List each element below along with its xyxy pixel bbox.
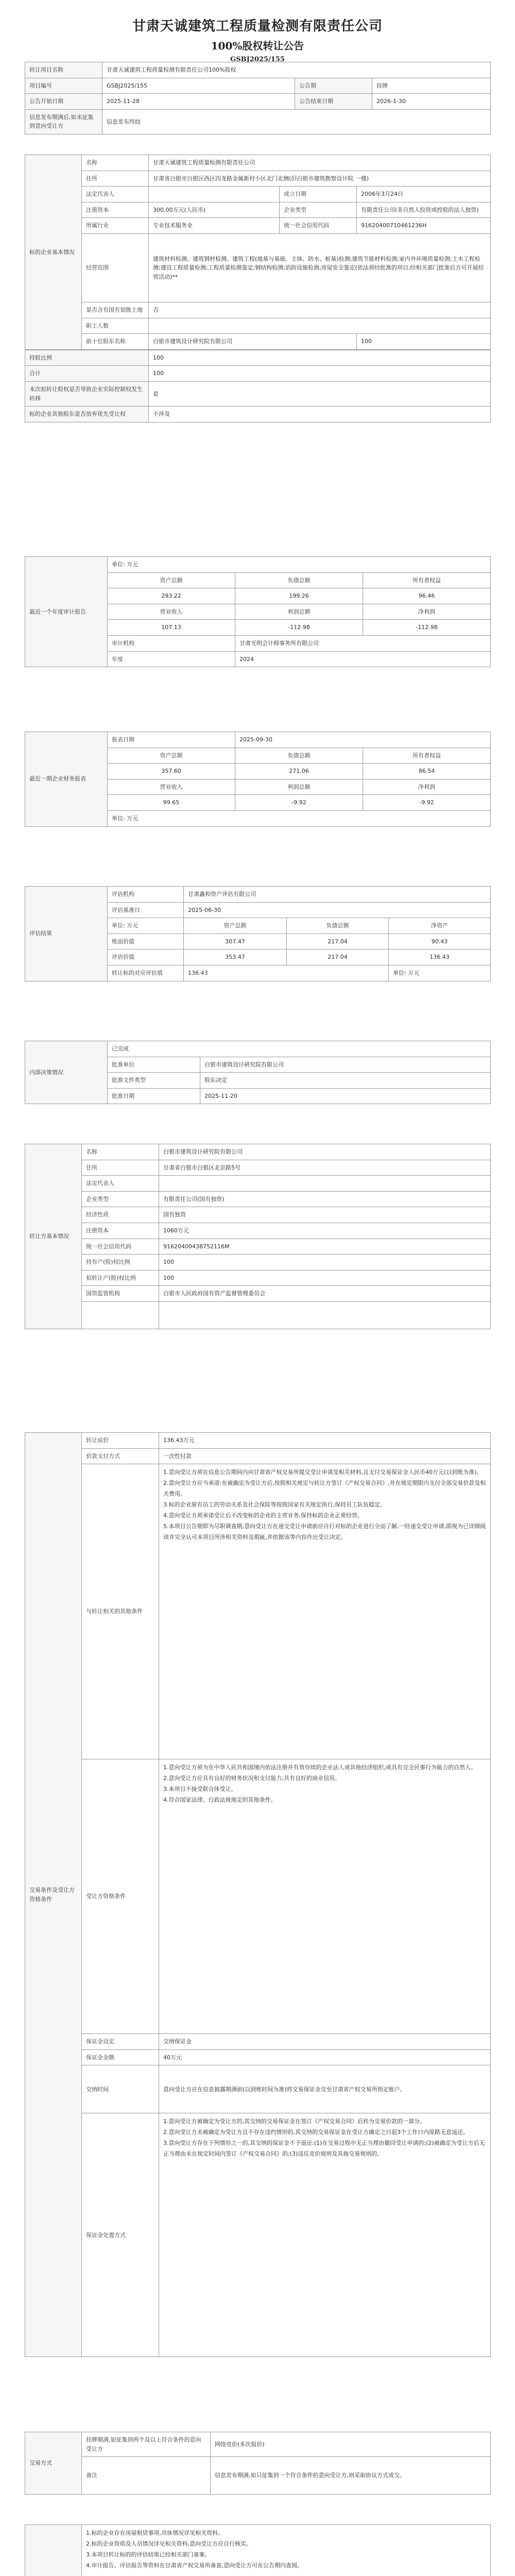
seller-block (0, 1144, 515, 1329)
recent-value-net: -9.92 (363, 795, 491, 811)
audit-year-value: 2024 (235, 651, 491, 667)
document-subtitle: 100%股权转让公告 (211, 40, 304, 52)
holders-header: 前十位股东名称 (82, 334, 149, 350)
approval-unit-label: 批准单位 (108, 1057, 200, 1073)
deposit-rule-text: 1.意向受让方被确定为受让方的,其交纳的交易保证金在签订《产权交易合同》后转为交易价款的一部分。 2.意向受让方未被确定为受让方且不存在违约情形的,其交纳的交易保证金在受让方确定之日起3个工作日内原路无息返还。 3.意向受让方存在下列情形之一的,其交纳的保证金不予退还:(1)在交易过程中无正当理由撤回受让申请的;(2)被确定为受让方后无正当理由未在规定时间内签订《产权交易合同》的;(3)违反竞价规则及其他交易规则的。 (163, 2118, 485, 2158)
valuation-eval-net: 136.43 (389, 950, 491, 965)
recent-col-net: 净利润 (363, 779, 491, 795)
recent-date-label: 报表日期 (108, 732, 235, 748)
recent-unit-note: 单位: 万元 (108, 810, 491, 826)
target-employee-value (149, 318, 491, 334)
audit-value-equity: 96.46 (363, 588, 491, 604)
transfer-conditions-label: 与转让相关的其他条件 (82, 1464, 159, 1759)
approval-unit-value: 白银市建筑设计研究院有限公司 (200, 1057, 491, 1073)
recent-value-profit: -9.92 (235, 795, 363, 811)
valuation-col-liabilities: 负债总额 (287, 918, 389, 934)
recent-value-liabilities: 271.06 (235, 764, 363, 779)
priority-value: 不涉及 (149, 406, 491, 422)
audit-value-profit: -112.98 (235, 620, 363, 636)
deposit-amount-label: 保证金金额 (82, 2049, 159, 2065)
holders-total-label: 合计 (25, 366, 149, 382)
priority-label: 标的企业其他股东是否放弃优先受让权 (25, 406, 149, 422)
other-table (25, 2524, 491, 2576)
valuation-date-value: 2025-06-30 (184, 902, 491, 918)
seller-table (25, 1144, 491, 1329)
seller-cap-value: 1060万元 (159, 1223, 491, 1239)
audit-value-net: -112.98 (363, 620, 491, 636)
transfer-price-label: 转让底价 (82, 1433, 159, 1449)
transfer-table (25, 1432, 491, 2357)
method-value: 网络竞价(多次报价) (211, 2432, 491, 2457)
target-land-value: 否 (149, 302, 491, 318)
transfer-conditions-text: 1.意向受让方须在信息公告期间内向甘肃省产权交易所提交受让申请及相关材料,且支付交易保证金人民币40万元(以到账为准)。 2.意向受让方应当承诺:在被确定为受让方后,按照相关规定与转让方签订《产权交易合同》,并在规定期限内支付全部交易价款及相关费用。 3.标的企业原有员工的劳动关系及社会保险等按照国家有关规定执行,保持员工队伍稳定。 4.意向受让方须承诺受让后不改变标的企业的主营业务,保持标的企业正常经营。 5.本项目公告期即为尽职调查期,意向受让方在递交受让申请前应自行对标的企业进行全面了解,一经递交受让申请,即视为已详细阅读并完全认可本项目所涉相关资料及瑕疵,并依据该等内容作出受让决定。 (163, 1469, 486, 1540)
method-note-label: 备注 (82, 2457, 211, 2495)
buyer-value (159, 1759, 491, 2034)
target-address-label: 住所 (82, 171, 149, 187)
approval-block (0, 1041, 515, 1104)
project-code-label: 项目编号 (25, 78, 102, 94)
valuation-book-net: 90.43 (389, 934, 491, 950)
recent-col-liabilities: 负债总额 (235, 748, 363, 764)
transfer-price-value: 136.43万元 (159, 1433, 491, 1449)
seller-credit-label: 统一社会信用代码 (82, 1239, 159, 1255)
approval-value: 已完成 (108, 1041, 491, 1057)
recent-col-equity: 所有者权益 (363, 748, 491, 764)
target-type-label: 企业类型 (280, 202, 357, 218)
target-established-value: 2006年3月24日 (357, 187, 491, 202)
audit-value-revenue: 107.13 (108, 620, 235, 636)
seller-type-label: 企业类型 (82, 1191, 159, 1207)
seller-nature-label: 经济性质 (82, 1207, 159, 1223)
approval-doc-label: 批准文件类型 (108, 1073, 200, 1089)
info-publish-label: 信息发布期满后,如未征集到意向受让方 (25, 109, 102, 134)
deposit-time-value: 意向受让方应在信息披露期满前(以到账时间为准)将交易保证金交至甘肃省产权交易所指定账户。 (159, 2065, 491, 2113)
holder-ratio: 100 (357, 334, 491, 350)
target-section-label: 标的企业基本情况 (25, 155, 82, 350)
audit-table (25, 556, 491, 667)
valuation-ratio-unit: 单位: 万元 (389, 965, 491, 981)
target-name-label: 名称 (82, 155, 149, 171)
buyer-label: 受让方资格条件 (82, 1759, 159, 2034)
holders-total-value: 100 (149, 366, 491, 382)
disclosure-label: 公告期 (295, 78, 372, 94)
seller-hold-label: 持有产(股)权比例 (82, 1255, 159, 1270)
audit-block (0, 556, 515, 667)
transfer-section-label: 交易条件及受让方资格条件 (25, 1433, 82, 2357)
transfer-payment-value: 一次性付款 (159, 1448, 491, 1464)
valuation-eval-label: 评估价值 (108, 950, 184, 965)
deposit-rule-value (159, 2113, 491, 2357)
approval-date-value: 2025-11-20 (200, 1088, 491, 1104)
recent-section-label: 最近一期企业财务报表 (25, 732, 108, 827)
target-rep-label: 法定代表人 (82, 187, 149, 202)
method-note-value: 信息发布期满,如只征集到一个符合条件的意向受让方,则采取协议方式成交。 (211, 2457, 491, 2495)
recent-value-revenue: 99.65 (108, 795, 235, 811)
seller-name-label: 名称 (82, 1144, 159, 1160)
target-industry-label: 所属行业 (82, 218, 149, 234)
holding-header: 持股比例 (25, 350, 149, 366)
recent-value-equity: 86.54 (363, 764, 491, 779)
start-date-label: 公告开始日期 (25, 94, 102, 110)
audit-firm-value: 甘肃光明会计师事务所有限公司 (235, 635, 491, 651)
valuation-firm-label: 评估机构 (108, 887, 184, 903)
audit-firm-label: 审计机构 (108, 635, 235, 651)
method-label: 挂牌期满,如征集到两个及以上符合条件的意向受让方 (82, 2432, 211, 2457)
recent-block (0, 732, 515, 827)
valuation-eval-assets: 353.47 (184, 950, 287, 965)
valuation-book-liabilities: 217.04 (287, 934, 389, 950)
target-type-value: 有限责任公司(非自然人投资或控股的法人独资) (357, 202, 491, 218)
audit-col-net: 净利润 (363, 604, 491, 620)
deposit-rule-label: 保证金处置方式 (82, 2113, 159, 2357)
transfer-block (0, 1432, 515, 2357)
document-title: 甘肃天诚建筑工程质量检测有限责任公司 (132, 19, 383, 34)
recent-value-assets: 357.60 (108, 764, 235, 779)
seller-credit-value: 91620400438752116M (159, 1239, 491, 1255)
info-publish-value: 信息发布终结 (102, 109, 491, 134)
target-capital-label: 注册资本 (82, 202, 149, 218)
target-capital-value: 300.00万元(人民币) (149, 202, 280, 218)
target-industry-value: 专业技术服务业 (149, 218, 280, 234)
valuation-block (0, 886, 515, 981)
seller-rep-label: 法定代表人 (82, 1176, 159, 1192)
audit-col-liabilities: 负债总额 (235, 572, 363, 588)
seller-plan-value: 100 (159, 1270, 491, 1286)
target-scope-value: 建筑材料检测、建筑钢材检测、建筑工程(地基与基础、主体、防水、桩基)检测;建筑节能材料检测;室内外环境质量检测;土木工程检测;建设工程质量检测;工程质量检测鉴定;钢结构检测;消防设施检测;房屋安全鉴定(依法须经批准的项目,经相关部门批准后方可开展经营活动)** (149, 233, 491, 302)
valuation-unit-note: 单位: 万元 (108, 918, 184, 934)
valuation-ratio-value: 136.43 (184, 965, 389, 981)
project-table (25, 62, 491, 134)
end-date-value: 2026-1-30 (372, 94, 491, 110)
seller-section-label: 转让方基本情况 (25, 1144, 82, 1329)
method-table (25, 2432, 491, 2495)
document-number: GSBJ2025/155 (230, 56, 285, 63)
target-block (0, 155, 515, 422)
recent-col-profit: 利润总额 (235, 779, 363, 795)
seller-regulator-value: 白银市人民政府国有资产监督管理委员会 (159, 1286, 491, 1302)
target-land-label: 是否含有国有划拨土地 (82, 302, 149, 318)
project-code-value: GSBJ2025/155 (102, 78, 295, 94)
method-section-label: 交易方式 (25, 2432, 82, 2495)
valuation-firm-value: 甘肃鑫和资产评估有限公司 (184, 887, 491, 903)
audit-col-assets: 资产总额 (108, 572, 235, 588)
deposit-label: 保证金设定 (82, 2034, 159, 2050)
approval-section-label: 内部决策情况 (25, 1041, 108, 1104)
other-block (0, 2524, 515, 2576)
control-change-value: 是 (149, 381, 491, 406)
audit-unit-note: 单位: 万元 (108, 557, 491, 573)
project-block (0, 62, 515, 134)
audit-section-label: 最近一个年度审计报告 (25, 557, 108, 667)
holder-name: 白银市建筑设计研究院有限公司 (149, 334, 357, 350)
audit-col-equity: 所有者权益 (363, 572, 491, 588)
seller-blank-label (82, 1301, 159, 1329)
seller-address-label: 住所 (82, 1160, 159, 1176)
seller-name-value: 白银市建筑设计研究院有限公司 (159, 1144, 491, 1160)
seller-address-value: 甘肃省白银市白银区北京路5号 (159, 1160, 491, 1176)
buyer-text: 1.意向受让方须为在中华人民共和国境内依法注册并有效存续的企业法人或其他经济组织,或具有完全民事行为能力的自然人。 2.意向受让方应具有良好的财务状况和支付能力,具有良好的商业信用。 3.本项目不接受联合体受让。 4.符合国家法律、行政法规规定的其他条件。 (163, 1764, 476, 1803)
valuation-col-assets: 资产总额 (184, 918, 287, 934)
valuation-date-label: 评估基准日 (108, 902, 184, 918)
transfer-payment-label: 价款支付方式 (82, 1448, 159, 1464)
approval-date-label: 批准日期 (108, 1088, 200, 1104)
control-change-label: 本次拟转让股权是否导致企业实际控制权发生转移 (25, 381, 149, 406)
target-established-label: 成立日期 (280, 187, 357, 202)
transfer-name-value: 甘肃天诚建筑工程质量检测有限责任公司100%股权 (102, 62, 491, 78)
target-rep-value (149, 187, 280, 202)
valuation-ratio-label: 转让标的对应评估值 (108, 965, 184, 981)
target-credit-label: 统一社会信用代码 (280, 218, 357, 234)
target-table-2 (25, 350, 491, 422)
audit-value-liabilities: 199.26 (235, 588, 363, 604)
audit-value-assets: 293.22 (108, 588, 235, 604)
target-credit-value: 91620400710461236H (357, 218, 491, 234)
deposit-amount-value: 40万元 (159, 2049, 491, 2065)
recent-date-value: 2025-09-30 (235, 732, 491, 748)
valuation-eval-liabilities: 217.04 (287, 950, 389, 965)
other-value (82, 2525, 491, 2576)
seller-type-value: 有限责任公司(国有独资) (159, 1191, 491, 1207)
seller-rep-value (159, 1176, 491, 1192)
target-scope-label: 经营范围 (82, 233, 149, 302)
seller-nature-value: 国有独资 (159, 1207, 491, 1223)
end-date-label: 公告结束日期 (295, 94, 372, 110)
valuation-book-assets: 307.47 (184, 934, 287, 950)
target-name-value: 甘肃天诚建筑工程质量检测有限责任公司 (149, 155, 491, 171)
target-table (25, 155, 491, 350)
seller-cap-label: 注册资本 (82, 1223, 159, 1239)
recent-table (25, 732, 491, 827)
start-date-value: 2025-11-28 (102, 94, 295, 110)
audit-year-label: 年度 (108, 651, 235, 667)
transfer-name-label: 转让项目名称 (25, 62, 102, 78)
approval-table (25, 1041, 491, 1104)
seller-blank-value (159, 1301, 491, 1329)
target-employee-label: 职工人数 (82, 318, 149, 334)
deposit-value: 交纳保证金 (159, 2034, 491, 2050)
other-section-label (25, 2525, 82, 2576)
target-address-value: 甘肃省白银市白银区西区四龙路金属新村小区北门北侧(旧白银市建筑勘察设计院 一楼) (149, 171, 491, 187)
valuation-table (25, 886, 491, 981)
valuation-book-label: 账面价值 (108, 934, 184, 950)
transfer-conditions-value (159, 1464, 491, 1759)
audit-col-profit: 利润总额 (235, 604, 363, 620)
holders-total: 100 (149, 350, 491, 366)
seller-plan-label: 拟转让产(股)权比例 (82, 1270, 159, 1286)
valuation-section-label: 评估结果 (25, 887, 108, 981)
disclosure-value: 挂牌 (372, 78, 491, 94)
approval-doc-value: 股东决定 (200, 1073, 491, 1089)
seller-hold-value: 100 (159, 1255, 491, 1270)
deposit-time-label: 交纳时间 (82, 2065, 159, 2113)
seller-regulator-label: 国资监管机构 (82, 1286, 159, 1302)
method-block (0, 2432, 515, 2495)
valuation-col-net: 净资产 (389, 918, 491, 934)
other-text: 1.标的企业存在房屋租赁事项,具体情况详见相关资料。 2.标的企业资质及人员情况详见相关资料,意向受让方应自行核实。 3.本项目转让标的的评估结果已经相关部门备案。 4.审计报告、评估报告等资料在甘肃省产权交易所备查,意向受让方可在公告期内查阅。 (86, 2530, 303, 2569)
recent-col-revenue: 营业收入 (108, 779, 235, 795)
recent-col-assets: 资产总额 (108, 748, 235, 764)
audit-col-revenue: 营业收入 (108, 604, 235, 620)
